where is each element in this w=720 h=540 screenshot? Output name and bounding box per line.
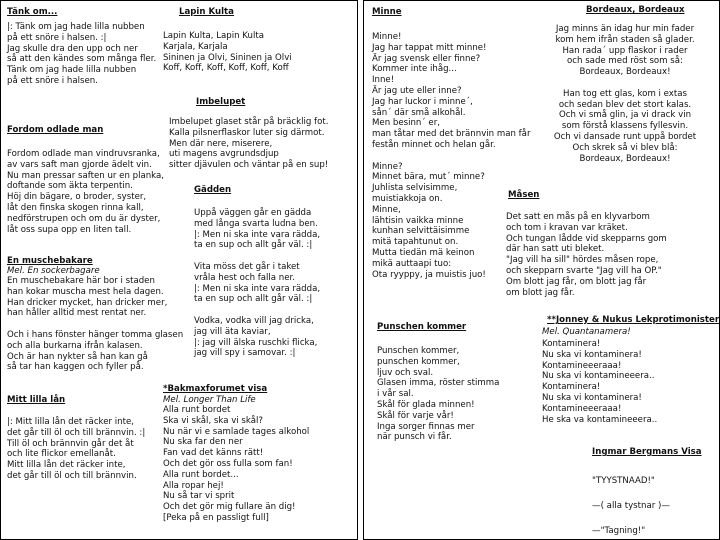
lyric-line: Alla runt bordet... (163, 469, 239, 480)
lyric-line: Punschen kommer, (377, 346, 460, 356)
kontaminera-title: **Jonney & Nukus Lekprotimonister (547, 315, 720, 325)
lyric-line: om blott jag får. (506, 287, 575, 298)
lyric-line: Och vi små glin, ja vi drack vin (558, 110, 692, 121)
lyric-line: Kontamineeeraaa! (542, 360, 622, 371)
lyric-line: det går till öl och till brännvin. (7, 470, 137, 481)
lyric-line: Kommer inte ihåg... (372, 64, 457, 75)
lyric-line: Minnet bära, mut´ minne? (372, 172, 485, 183)
lyric-line: muistiakkoja on. (372, 193, 443, 204)
lyric-line: och sedan blev det stort kalas. (558, 99, 692, 110)
lyric-line: så tar han kaggen och fyller på. (7, 362, 144, 373)
lyric-line: Höj din bägare, o broder, syster, (7, 192, 147, 203)
lyric-line: låt den finska skogen rinna kall, (7, 202, 144, 213)
lyric-line: |: Men ni ska inte vara rädda, (194, 229, 321, 240)
lyric-line: Karjala, Karjala (163, 41, 228, 52)
lyric-line: Ska vi skål, ska vi skål? (163, 415, 263, 426)
lyric-line: Är jag svensk eller finne? (372, 53, 481, 64)
lyric-line (194, 305, 320, 316)
muschebakare-title: En muschebakare (7, 256, 93, 266)
lyric-line: "TYYSTNAAD!" (592, 476, 655, 486)
lyric-line: Juhlista selvisimme, (372, 183, 458, 194)
lyric-line: Nu ska vi kontaminera! (542, 392, 642, 403)
lyric-line: Skål för varje vår! (377, 410, 454, 421)
lyric-line: Och vi dansade runt uppå bordet (553, 131, 697, 142)
lyric-line: Bordeaux, Bordeaux! (579, 67, 671, 78)
lyric-line: Och skrek så vi blev blå: (572, 142, 678, 153)
lyric-line: ta en sup och allt går väl. :| (194, 294, 313, 305)
lyric-line: det går till öl och till brännvin. :| (7, 427, 146, 438)
lyric-line: där han satt uti bleket. (506, 244, 605, 255)
lyric-line: låt oss supa opp en liten tall. (7, 224, 132, 235)
lyric-line: mikä auttaapi tuo: (372, 258, 452, 269)
lyric-line: Glasen imma, röster stimma (377, 378, 500, 389)
lyric-line: Mitt lilla lån det räcker inte, (7, 460, 126, 471)
lyric-line: nedförstrupen och om du är dyster, (7, 213, 161, 224)
lyric-line: ta en sup och allt går väl. :| (194, 240, 313, 251)
lyric-line: Imbelupet glaset står på bräcklig fot. (169, 117, 329, 127)
lyric-line: sitter djävulen och väntar på en sup! (169, 160, 329, 171)
masen-lyrics (506, 212, 667, 298)
lyric-line: när punsch vi får. (377, 432, 452, 443)
lyric-line: Sininen ja Olvi, Sininen ja Olvi (163, 52, 292, 63)
lyric-line: jag vill spy i samovar. :| (194, 348, 296, 359)
lyric-line: och lite flickor emellanåt. (7, 449, 116, 460)
lyric-line: Och det gör oss fulla som fan! (163, 458, 293, 469)
lyric-line: Nu när vi e samlade tages alkohol (163, 426, 310, 437)
lyric-line: Och tungan lådde vid skepparns gom (506, 233, 667, 244)
lyric-line: och tom i kravan var kräket. (506, 222, 628, 233)
lyric-line (372, 151, 530, 162)
lyric-line: Kontaminera! (542, 339, 601, 349)
lyric-line: Vita möss det går i taket (194, 261, 300, 272)
lyric-line: kom hem ifrån staden så glader. (555, 34, 695, 45)
lyric-line: Koff, Koff, Koff, Koff, Koff, Koff (163, 63, 289, 74)
lyric-line: Nu man pressar saften ur en planka, (7, 170, 165, 181)
tank-om-title: Tänk om... (7, 7, 58, 17)
left-page (0, 0, 358, 540)
muschebakare-melody: Mel. En sockerbagare (7, 266, 100, 276)
lyric-line: |: Men ni ska inte vara rädda, (194, 283, 321, 294)
lyric-line: punschen kommer, (377, 356, 460, 367)
lyric-line: Han dricker mycket, han dricker mer, (7, 297, 168, 308)
lyric-line: Är jag ute eller inne? (372, 85, 462, 96)
lyric-line: med långa svarta ludna ben. (194, 218, 318, 229)
lyric-line: Och i hans fönster hänger tomma glasen (7, 329, 184, 340)
lyric-line: Alla runt bordet (163, 405, 231, 415)
lyric-line: doftande som äkta terpentin. (7, 181, 133, 192)
fordom-title: Fordom odlade man (7, 125, 104, 135)
kontaminera-lyrics (542, 339, 657, 425)
lyric-line: Och det gör mig fullare än dig! (163, 502, 296, 513)
lyric-line: Jag har tappat mitt minne! (372, 42, 487, 53)
imbelupet-lyrics (169, 117, 328, 171)
lyric-line: kunhan selvittäisimme (372, 226, 470, 237)
lyric-line: —( alla tystnar )— (592, 501, 670, 511)
lyric-line: av vars saft man gjorde ädelt vin. (7, 159, 152, 170)
lyric-line: He ska va kontamineeera.. (542, 414, 658, 425)
lyric-line: Fordom odlade man vindruvsranka, (7, 149, 160, 159)
lyric-line: Han rada´ upp flaskor i rader (562, 45, 688, 56)
lyric-line: Om blott jag får, om blott jag får (506, 276, 647, 287)
lyric-line (194, 251, 320, 262)
lyric-line: —"Tagning!" (592, 526, 646, 536)
lyric-line: "Jag vill ha sill" hördes måsen rope, (506, 255, 659, 266)
lyric-line: Minne? (372, 161, 403, 172)
lyric-line: Det satt en mås på en klyvarbom (506, 212, 650, 222)
lyric-line: Kontaminera! (542, 382, 601, 393)
ingmar-title: Ingmar Bergmans Visa (592, 447, 702, 457)
lyric-line: |: Mitt lilla lån det räcker inte, (7, 417, 134, 427)
lyric-line: mitä tapahtunut on. (372, 237, 459, 248)
lyric-line: man tåtar med det brännvin man får (372, 129, 531, 140)
lyric-line: Han tog ett glas, kom i extas (562, 88, 687, 99)
lyric-line: Alla ropar hej! (163, 480, 224, 491)
punschen-title: Punschen kommer (377, 322, 467, 332)
lyric-line: Men där nere, miserere, (169, 138, 273, 149)
lyric-line: sån´ där små alkohål. (372, 107, 466, 118)
lyric-line: Tänk om jag hade lilla nubben (7, 65, 137, 76)
lyric-line: Jag skulle dra den upp och ner (7, 43, 138, 54)
lyric-line: och skepparn svarte "Jag vill ha OP." (506, 265, 662, 276)
lyric-line (540, 78, 710, 89)
mitt-lilla-lan-title: Mitt lilla lån (7, 395, 66, 405)
lyric-line: uti magens avgrundsdjup (169, 149, 279, 160)
lyric-line: festån minnet och helan går. (372, 139, 496, 150)
lyric-line: han kokar muscha mest hela dagen. (7, 286, 164, 297)
lyric-line: han håller alltid mest rentat ner. (7, 308, 147, 319)
muschebakare-lyrics (7, 276, 183, 373)
gadden-lyrics (194, 208, 320, 359)
lyric-line: Uppå väggen går en gädda (194, 208, 312, 218)
lyric-line: Vodka, vodka vill jag dricka, (194, 315, 314, 326)
masen-title: Måsen (508, 190, 540, 200)
lyric-line: Kalla pilsnerflaskor luter sig därmot. (169, 127, 325, 138)
lyric-line: Minne, (372, 204, 401, 215)
fordom-lyrics (7, 149, 164, 235)
lyric-line: och alla burkarna ifrån kalasen. (7, 340, 143, 351)
gadden-title: Gädden (194, 185, 232, 195)
lyric-line: på ett snöre i halsen. :| (7, 32, 107, 43)
lyric-line: Bordeaux, Bordeaux! (579, 153, 671, 164)
mitt-lilla-lan-lyrics (7, 417, 145, 482)
lapin-kulta-lyrics (163, 31, 292, 74)
lyric-line: Nu så tar vi sprit (163, 491, 235, 502)
lyric-line: lähtisin vaikka minne (372, 215, 464, 226)
lyric-line: och sade med röst som så: (567, 56, 683, 67)
lyric-line: Men besinn´ er, (372, 118, 440, 129)
lyric-line: Nu ska vi kontaminera! (542, 349, 642, 360)
lyric-line: Nu ska far den ner (163, 437, 243, 448)
bakmaxvisan-lyrics (163, 405, 309, 524)
lyric-line: Och är han nykter så han kan gå (7, 351, 148, 362)
tank-om-lyrics (7, 22, 156, 87)
right-page (363, 0, 720, 540)
lyric-line: ljuv och sval. (377, 367, 434, 378)
lyric-line: på ett snöre i halsen. (7, 75, 98, 86)
bordeaux-title: Bordeaux, Bordeaux (586, 5, 685, 15)
lyric-line: Kontamineeeraaa! (542, 403, 622, 414)
lyric-line (7, 319, 183, 330)
lyric-line: Mutta tiedän mä keinon (372, 247, 475, 258)
bordeaux-lyrics (540, 24, 710, 164)
lyric-line: Jag minns än idag hur min fader (555, 24, 695, 34)
lyric-line: Skål för glada minnen! (377, 399, 475, 410)
lyric-line: Minne! (372, 32, 402, 42)
punschen-lyrics (377, 346, 499, 443)
bakmaxvisan-title: *Bakmaxforumet visa (163, 384, 268, 394)
lyric-line: jag vill äta kaviar, (194, 326, 271, 337)
lyric-line: [Peka på en passligt full] (163, 512, 269, 523)
lyric-line: Till öl och brännvin går det åt (7, 438, 134, 449)
lyric-line: Inne! (372, 75, 395, 86)
lyric-line: Nu ska vi kontamineeera.. (542, 371, 655, 382)
lyric-line: i vår sal. (377, 389, 414, 400)
ingmar-lyrics (592, 469, 670, 540)
lyric-line: så att den kändes som många fler. (7, 54, 157, 65)
imbelupet-title: Imbelupet (196, 97, 246, 107)
kontaminera-melody: Mel. Quantanamera! (542, 327, 631, 337)
lyric-line: Fan vad det känns rätt! (163, 448, 264, 459)
lyric-line: |: jag vill älska ruschki flicka, (194, 337, 318, 348)
lyric-line: |: Tänk om jag hade lilla nubben (7, 22, 145, 32)
lyric-line: Ota ryyppy, ja muistis juo! (372, 269, 486, 280)
lyric-line: som förstå klassens fyllesvin. (561, 121, 689, 132)
lyric-line: Jag har luckor i minne´, (372, 96, 473, 107)
lyric-line: Inga sorger finnas mer (377, 421, 475, 432)
lyric-line: vråla hest och falla ner. (194, 272, 296, 283)
lyric-line: En muschebakare här bor i staden (7, 276, 155, 286)
minne-title: Minne (372, 7, 402, 17)
lapin-kulta-title: Lapin Kulta (179, 7, 234, 17)
lyric-line: Lapin Kulta, Lapin Kulta (163, 31, 264, 41)
bakmaxvisan-melody: Mel. Longer Than Life (163, 395, 256, 405)
